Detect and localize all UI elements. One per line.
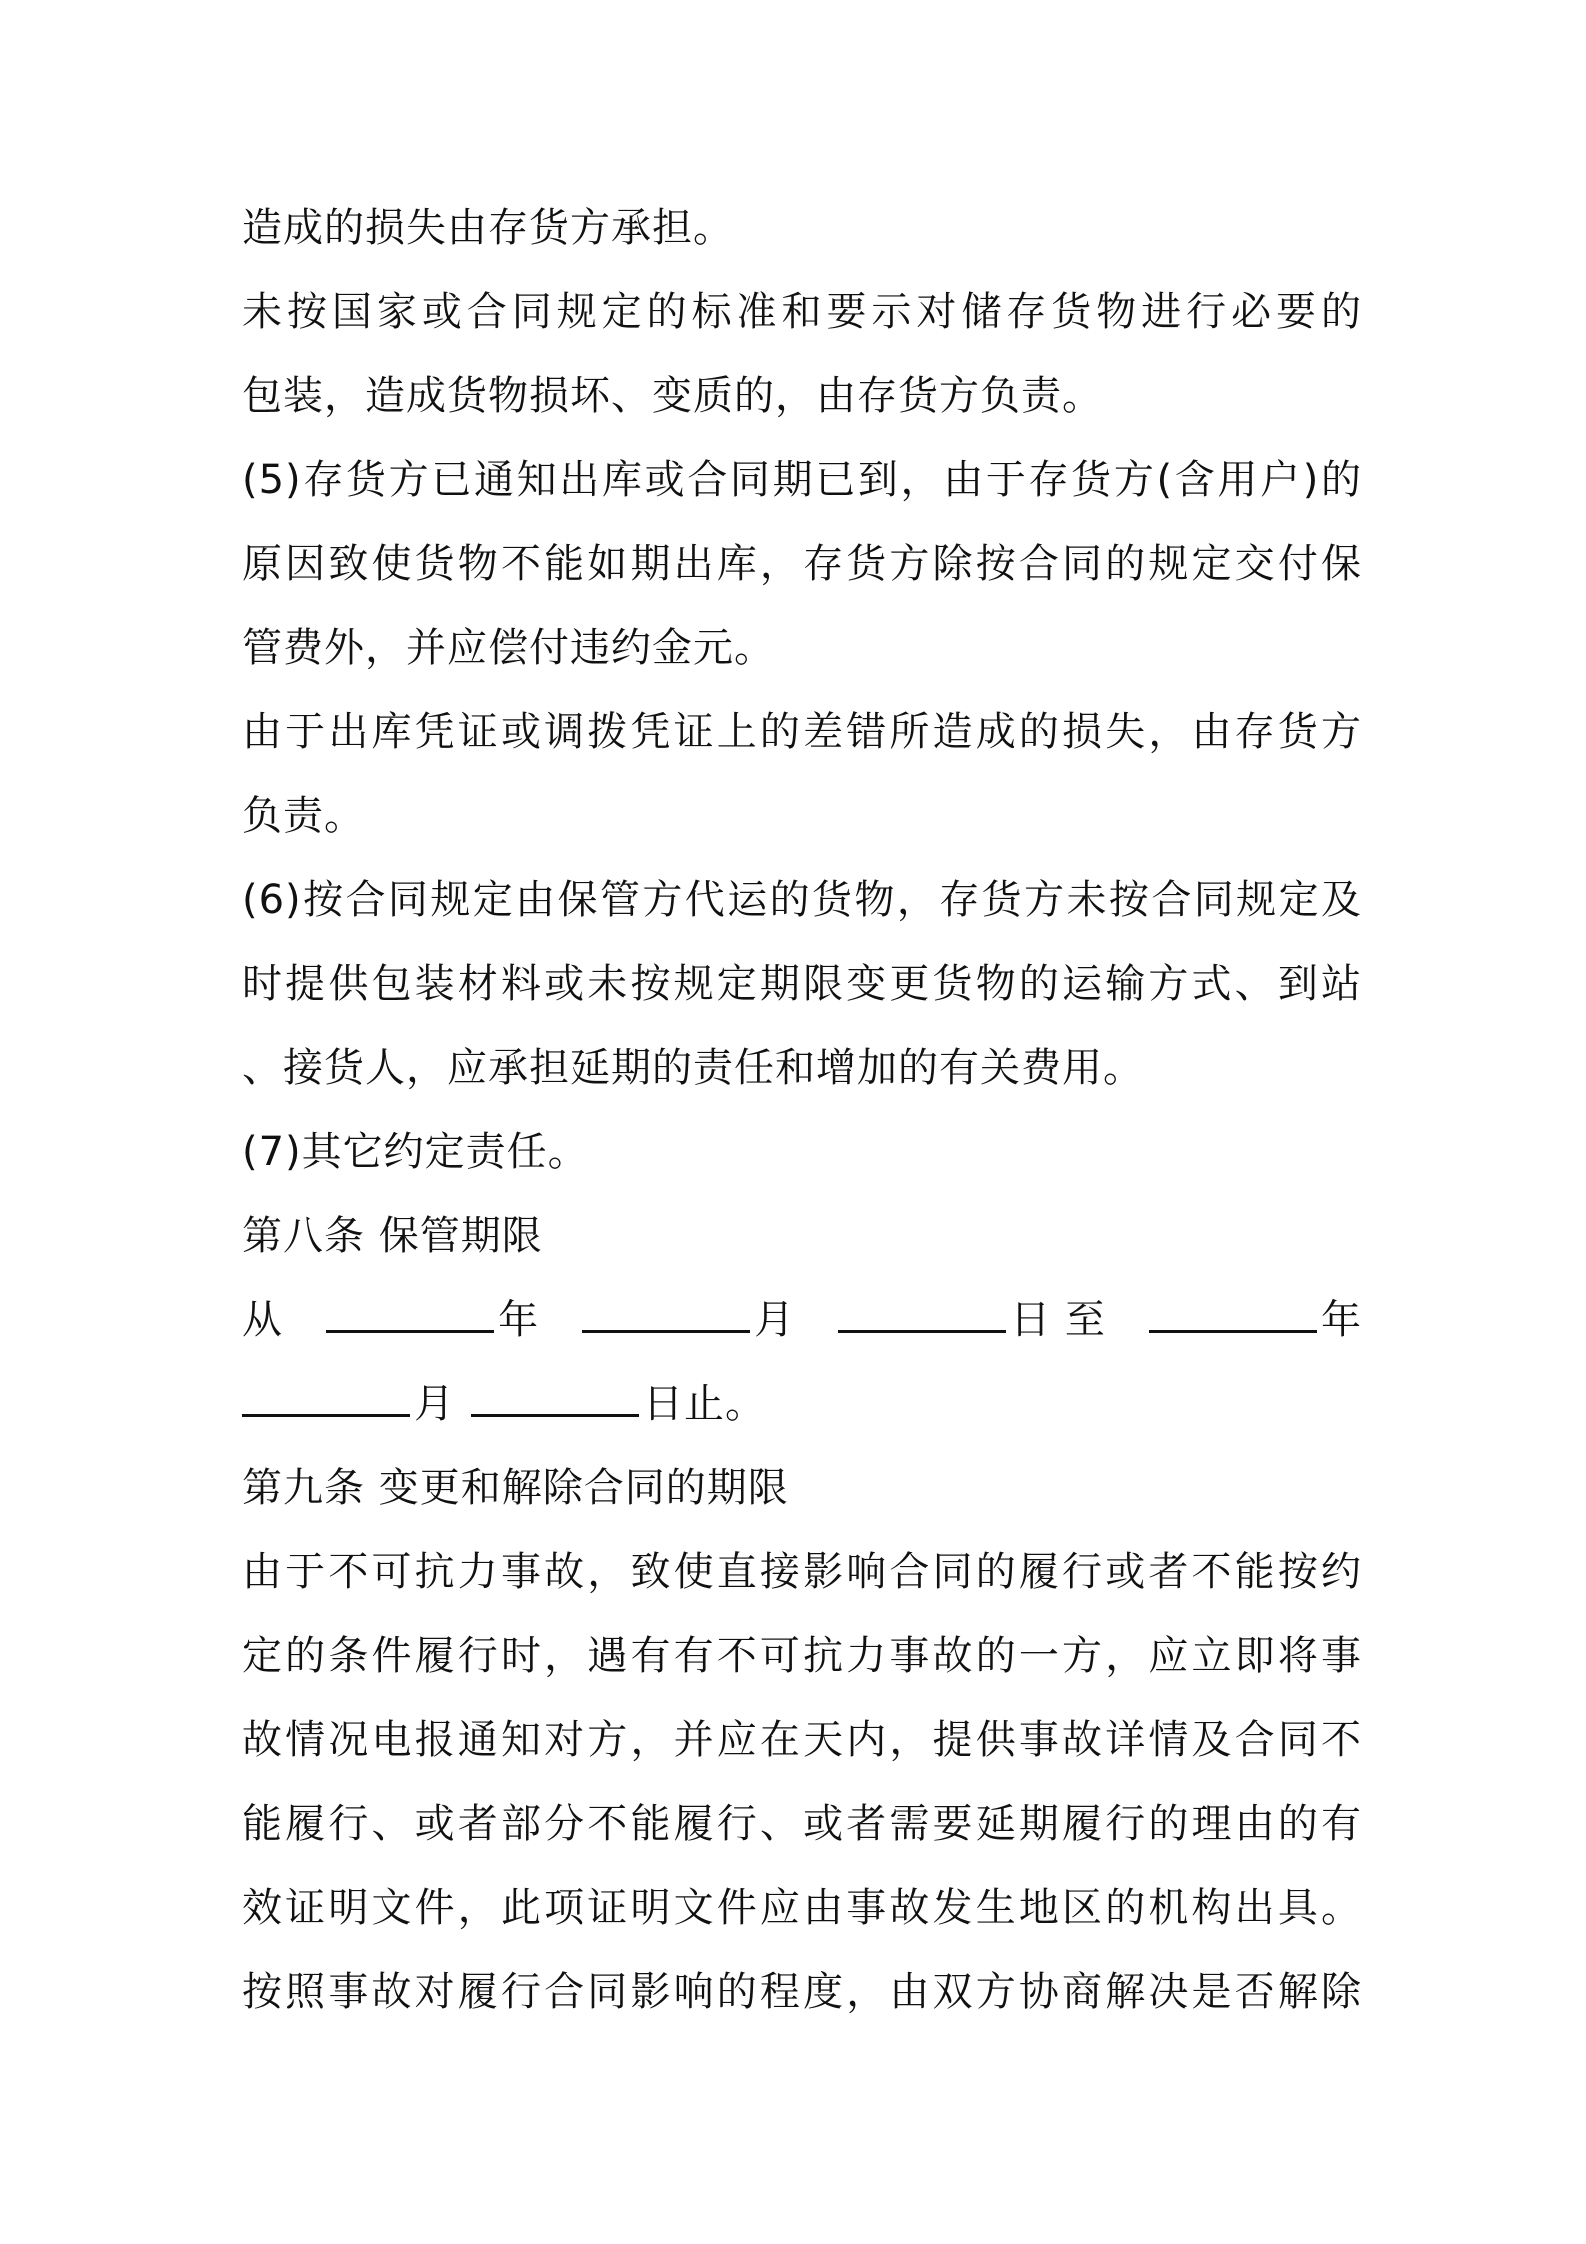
text-line: 造成的损失由存货方承担。 — [242, 205, 734, 251]
end-month-blank — [242, 1380, 410, 1417]
end-year-label: 年 — [1320, 1297, 1362, 1343]
text-line: 故情况电报通知对方，并应在天内，提供事故详情及合同不 — [242, 1717, 1362, 1763]
text-line: (5)存货方已通知出库或合同期已到，由于存货方(含用户)的 — [242, 457, 1362, 503]
text-line: 效证明文件，此项证明文件应由事故发生地区的机构出具。 — [242, 1885, 1362, 1931]
period-line-1 — [242, 1292, 1362, 1348]
month-label: 月 — [754, 1297, 796, 1343]
text-line: (6)按合同规定由保管方代运的货物，存货方未按合同规定及 — [242, 877, 1362, 923]
text-line: 负责。 — [242, 793, 365, 839]
text-line: 时提供包装材料或未按规定期限变更货物的运输方式、到站 — [242, 961, 1362, 1007]
text-line: 管费外，并应偿付违约金元。 — [242, 625, 775, 671]
period-line-2 — [242, 1376, 1362, 1432]
text-line: 按照事故对履行合同影响的程度，由双方协商解决是否解除 — [242, 1969, 1362, 2015]
text-line: 由于出库凭证或调拨凭证上的差错所造成的损失，由存货方 — [242, 709, 1362, 755]
text-line: 能履行、或者部分不能履行、或者需要延期履行的理由的有 — [242, 1801, 1362, 1847]
text-line: 定的条件履行时，遇有有不可抗力事故的一方，应立即将事 — [242, 1633, 1362, 1679]
day-blank — [838, 1296, 1006, 1333]
text-line: 包装，造成货物损坏、变质的，由存货方负责。 — [242, 373, 1103, 419]
end-day-label: 日止。 — [643, 1381, 766, 1427]
day-to-label: 日 至 — [1010, 1297, 1106, 1343]
period-from: 从 — [242, 1297, 283, 1343]
text-line: (7)其它约定责任。 — [242, 1129, 589, 1175]
year-blank — [326, 1296, 494, 1333]
end-day-blank — [471, 1380, 639, 1417]
end-month-label: 月 — [414, 1381, 455, 1427]
text-line: 、接货人，应承担延期的责任和增加的有关费用。 — [242, 1045, 1144, 1091]
text-line: 未按国家或合同规定的标准和要示对储存货物进行必要的 — [242, 289, 1362, 335]
article-heading: 第八条 保管期限 — [242, 1213, 543, 1259]
month-blank — [582, 1296, 750, 1333]
article-heading: 第九条 变更和解除合同的期限 — [242, 1465, 789, 1511]
text-line: 原因致使货物不能如期出库，存货方除按合同的规定交付保 — [242, 541, 1362, 587]
end-year-blank — [1149, 1296, 1317, 1333]
year-label: 年 — [498, 1297, 540, 1343]
text-line: 由于不可抗力事故，致使直接影响合同的履行或者不能按约 — [242, 1549, 1362, 1595]
